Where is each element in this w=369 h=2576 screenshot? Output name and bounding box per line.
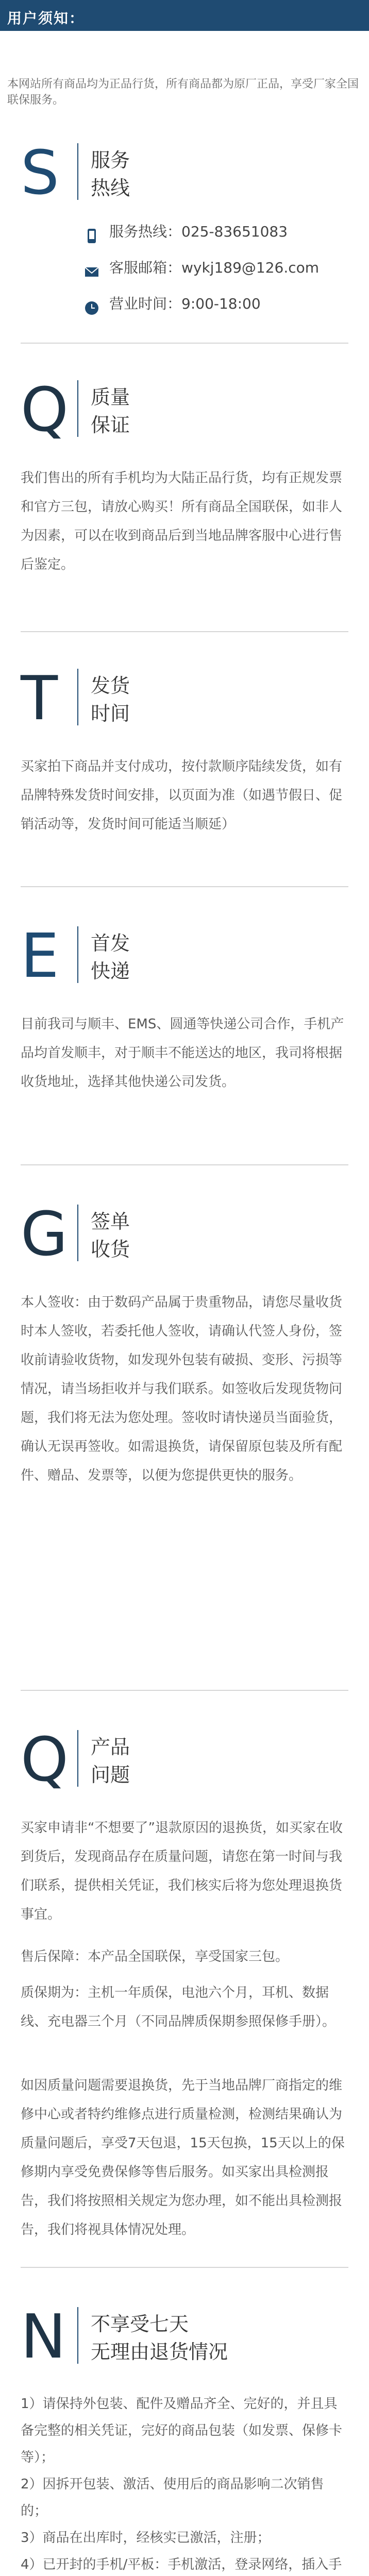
list-item: 2）因拆开包装、激活、使用后的商品影响二次销售的； bbox=[21, 2477, 324, 2519]
section-text: 我们售出的所有手机均为大陆正品行货，均有正规发票和官方三包，请放心购买！所有商品全国联保，如非人为因素，可以在收到商品后到当地品牌客服中心进行售后鉴定。 bbox=[21, 470, 343, 572]
section-head bbox=[0, 113, 369, 222]
section-text: 如因质量问题需要退换货，先于当地品牌厂商指定的维修中心或者特约维修点进行质量检测，检测结果确认为质量问题后，享受7天包退，15天包换，15天以上的保修期内享受免费保修等售后服务。如买家出具检测报告，我们将按照相关规定为您办理，如不能出具检测报告，我们将视具体情况处理。 bbox=[21, 2078, 345, 2238]
intro bbox=[0, 31, 369, 113]
title-line: 首发 bbox=[91, 932, 130, 955]
list-item: 3）商品在出库时，经核实已激活，注册； bbox=[21, 2530, 271, 2546]
divider bbox=[77, 1205, 78, 1261]
email-row bbox=[83, 252, 319, 283]
hours-row bbox=[83, 289, 261, 319]
section-title bbox=[91, 672, 130, 727]
separator bbox=[21, 343, 348, 344]
section-letter: Q bbox=[21, 374, 69, 445]
section-letter: E bbox=[21, 920, 59, 991]
divider bbox=[77, 926, 78, 983]
page-header bbox=[0, 0, 369, 31]
section-text: 买家申请非“不想要了”退款原因的退换货，如买家在收到货后，发现商品存在质量问题，请您在第一时间与我们联系，提供相关凭证，我们核实后将为您处理退换货事宜。 bbox=[21, 1820, 343, 1922]
email-icon bbox=[83, 260, 100, 277]
title-line: 不享受七天 bbox=[91, 2313, 189, 2335]
no-reason-list bbox=[21, 2391, 348, 2576]
section-sign bbox=[0, 1175, 369, 1700]
title-line: 快递 bbox=[91, 960, 130, 982]
section-head bbox=[0, 1175, 369, 1283]
section-letter: N bbox=[21, 2301, 66, 2372]
section-text: 本人签收：由于数码产品属于贵重物品，请您尽量收货时本人签收，若委托他人签收，请确认代签人身份，签收前请验收货物，如发现外包装有破损、变形、污损等情况，请当场拒收并与我们联系。如签收后发现货物问题，我们将无法为您处理。签收时请快递员当面验货，确认无误再签收。如需退换货，请保留原包装及所有配件、赠品、发票等，以便为您提供更快的服务。 bbox=[21, 1295, 343, 1483]
list-item: 1）请保持外包装、配件及赠品齐全、完好的，并且具备完整的相关凭证，完好的商品包装（如发票、保修卡等）； bbox=[21, 2396, 343, 2465]
divider bbox=[77, 669, 78, 725]
divider bbox=[77, 1730, 78, 1787]
section-express bbox=[0, 896, 369, 1195]
section-no-reason bbox=[0, 2277, 369, 2576]
title-line: 服务 bbox=[91, 149, 130, 172]
separator bbox=[21, 1690, 348, 1691]
section-text: 目前我司与顺丰、EMS、圆通等快递公司合作，手机产品均首发顺丰，对于顺丰不能送达的地区，我司将根据收货地址，选择其他快递公司发货。 bbox=[21, 1016, 344, 1090]
divider bbox=[77, 143, 78, 200]
email-label: 客服邮箱：wykj189@126.com bbox=[109, 259, 320, 276]
divider bbox=[77, 2307, 78, 2364]
section-service bbox=[0, 113, 369, 350]
title-line: 产品 bbox=[91, 1736, 130, 1758]
section-head bbox=[0, 2277, 369, 2385]
section-problem bbox=[0, 1700, 369, 2277]
title-line: 热线 bbox=[91, 177, 130, 199]
section-letter: G bbox=[21, 1198, 68, 1269]
section-title bbox=[91, 1733, 130, 1789]
phone-icon bbox=[83, 224, 100, 241]
section-letter: S bbox=[21, 137, 59, 208]
title-line: 时间 bbox=[91, 702, 130, 725]
page-title: 用户须知： bbox=[7, 10, 85, 27]
title-line: 问题 bbox=[91, 1764, 130, 1786]
divider bbox=[77, 380, 78, 437]
section-text: 质保期为：主机一年质保，电池六个月，耳机、数据线、充电器三个月（不同品牌质保期参照保修手册）。 bbox=[21, 1985, 336, 2029]
title-line: 签单 bbox=[91, 1210, 130, 1233]
section-time bbox=[0, 639, 369, 927]
section-title bbox=[91, 2310, 228, 2366]
section-letter: Q bbox=[21, 1724, 69, 1795]
section-title bbox=[91, 383, 130, 439]
title-line: 质量 bbox=[91, 386, 130, 409]
section-head bbox=[0, 350, 369, 459]
section-head bbox=[0, 896, 369, 1005]
intro-text: 本网站所有商品均为正品行货，所有商品都为原厂正品，享受厂家全国联保服务。 bbox=[7, 78, 359, 107]
title-line: 收货 bbox=[91, 1238, 130, 1261]
section-title bbox=[91, 146, 130, 202]
phone-label: 服务热线：025-83651083 bbox=[109, 223, 288, 240]
clock-icon bbox=[83, 296, 100, 313]
section-quality bbox=[0, 350, 369, 639]
section-text: 买家拍下商品并支付成功，按付款顺序陆续发货，如有品牌特殊发货时间安排，以页面为准（如遇节假日、促销活动等，发货时间可能适当顺延） bbox=[21, 759, 343, 832]
separator bbox=[21, 2267, 348, 2268]
title-line: 发货 bbox=[91, 674, 130, 697]
separator bbox=[21, 886, 348, 887]
list-item: 4）已开封的手机/平板：手机激活，登录网络，插入手 bbox=[21, 2557, 342, 2572]
section-head bbox=[0, 1700, 369, 1808]
section-head bbox=[0, 639, 369, 747]
separator bbox=[21, 631, 348, 632]
section-title bbox=[91, 1208, 130, 1263]
title-line: 无理由退货情况 bbox=[91, 2341, 228, 2363]
hours-label: 营业时间：9:00-18:00 bbox=[109, 295, 261, 312]
phone-row bbox=[83, 216, 288, 247]
section-letter: T bbox=[21, 663, 58, 734]
section-title bbox=[91, 929, 130, 985]
title-line: 保证 bbox=[91, 414, 130, 436]
section-text: 售后保障：本产品全国联保，享受国家三包。 bbox=[21, 1949, 289, 1964]
separator bbox=[21, 1164, 348, 1165]
